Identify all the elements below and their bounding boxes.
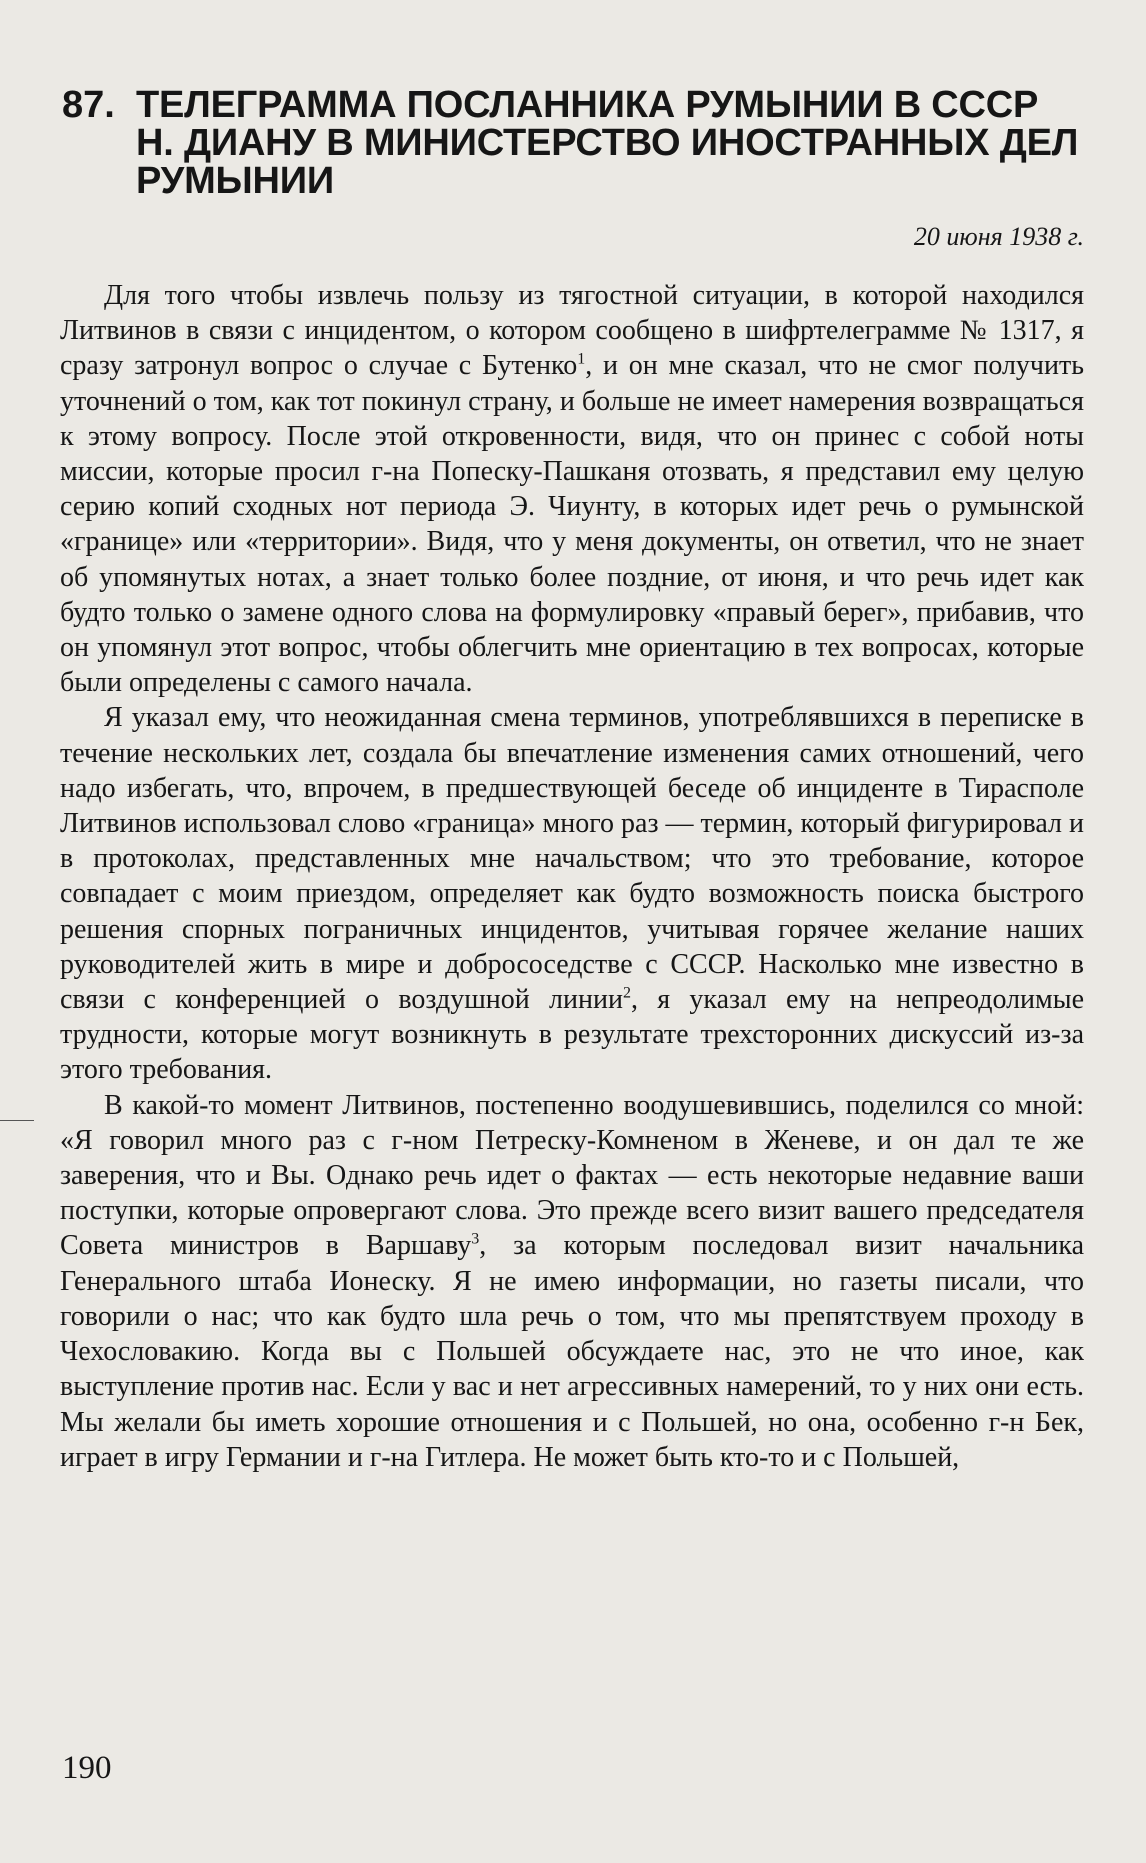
paragraph-1 (60, 278, 1084, 700)
title-line-3: РУМЫНИИ (136, 160, 335, 202)
paragraph-3-text-b: , за которым последовал визит начальника Генерального штаба Ионеску. Я не имею информации, но газеты писали, что говорили о нас; что как будто шла речь о том, что мы препятствуем проходу в Чехословакию. Когда вы с Польшей обсуждаете нас, это не что иное, как выступление против нас. Если у вас и нет агрессивных намерений, то у них они есть. Мы желали бы иметь хорошие отношения и с Польшей, но она, особенно г-н Бек, играет в игру Германии и г-на Гитлера. Не может быть кто-то и с Польшей, (60, 1230, 1085, 1473)
footnote-ref-3: 3 (471, 1231, 480, 1249)
footnote-ref-2: 2 (622, 984, 631, 1002)
document-body (60, 278, 1084, 1475)
document-title (136, 86, 1078, 200)
paragraph-1-text-a: Для того чтобы извлечь пользу из тягостной ситуации, в которой находился Литвинов в связи с инцидентом, о котором сообщено в шифртелеграмме № 1317, я сразу затронул вопрос о случае с Бутенко (60, 280, 1084, 382)
document-number: 87. (62, 84, 115, 126)
paragraph-2-text-a: Я указал ему, что неожиданная смена терминов, употреблявшихся в переписке в течение нескольких лет, создала бы впечатление изменения самих отношений, чего надо избегать, что, впрочем, в предшествующей беседе об инциденте в Тирасполе Литвинов использовал слово «граница» много раз — термин, который фигурировал и в протоколах, представленных мне начальством; что это требование, которое совпадает с моим приездом, определяет как будто возможность поиска быстрого решения спорных пограничных инцидентов, учитывая горячее желание наших руководителей жить в мире и добрососедстве с СССР. Насколько мне известно в связи с конференцией о воздушной линии (60, 702, 1084, 1016)
title-line-2: Н. ДИАНУ В МИНИСТЕРСТВО ИНОСТРАННЫХ ДЕЛ (136, 122, 1079, 164)
page-number: 190 (62, 1750, 112, 1786)
paragraph-2-text-b: , я указал ему на непреодолимые трудности, которые могут возникнуть в результате трехсторонних дискуссий из-за этого требования. (60, 984, 1085, 1086)
margin-mark (0, 1120, 34, 1121)
paragraph-1-text-b: , и он мне сказал, что не смог получить уточнений о том, как тот покинул страну, и больше не имеет намерения возвращаться к этому вопросу. После этой откровенности, видя, что он принес с собой ноты миссии, которые просил г-на Попеску-Пашканя отозвать, я представил ему целую серию копий сходных нот периода Э. Чиунту, в которых идет речь о румынской «границе» или «территории». Видя, что у меня документы, он ответил, что не знает об упомянутых нотах, а знает только более поздние, от июня, и что речь идет как будто только о замене одного слова на формулировку «правый берег», прибавив, что он упомянул этот вопрос, чтобы облегчить мне ориентацию в тех вопросах, которые были определены с самого начала. (60, 350, 1085, 699)
title-row (62, 86, 1092, 200)
title-line-1: ТЕЛЕГРАММА ПОСЛАННИКА РУМЫНИИ В СССР (136, 84, 1039, 126)
footnote-ref-1: 1 (577, 351, 586, 369)
paragraph-3-text-a: В какой-то момент Литвинов, постепенно воодушевившись, поделился со мной: «Я говорил много раз с г-ном Петреску-Комненом в Женеве, и он дал те же заверения, что и Вы. Однако речь идет о фактах — есть некоторые недавние ваши поступки, которые опровергают слова. Это прежде всего визит вашего председателя Совета министров в Варшаву (60, 1089, 1084, 1262)
paragraph-3 (60, 1088, 1084, 1475)
document-date: 20 июня 1938 г. (913, 222, 1084, 251)
document-header (62, 86, 1092, 252)
paragraph-2 (60, 700, 1084, 1087)
